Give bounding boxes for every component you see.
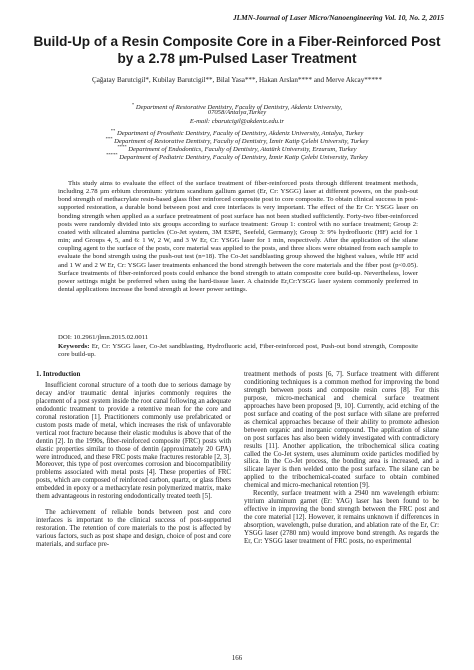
affiliation-text: Department of Prosthetic Dentistry, Faculty of Dentistry, Akdeniz University, Antalya, Turkey [116, 130, 364, 137]
body-paragraph: Recently, surface treatment with a 2940 nm wavelength erbium: yttrium aluminum garnet (Er: YAG) laser has been found to be effective in improving the bond strength between the FRC post and the core material [12]. However, it remains unknown if differences in absorption, wavelength, pulse duration, and ablation rate of the Er, Cr: YSGG laser (2780 nm) would improve bond strength. As regards the Er, Cr: YSGG laser treatment of FRC posts, no experimental [244, 490, 439, 546]
affiliation-marker: **** [117, 144, 127, 149]
affiliation-text: 07058/Antalya,Turkey [207, 109, 267, 116]
affiliation-5 [0, 151, 474, 162]
abstract-text: This study aims to evaluate the effect of the surface treatment of fiber-reinforced posts through different treatment methods, including 2.78 µm erbium chromium: yttrium scandium gallium garnet (Er, Cr: YSGG) laser at different powers, on the push-out bond strength of methacrylate resin-based glass fiber reinforced composite post to core composite. To obtain clinical success in post-supported restoration, a durable bond between post and core interfaces is very important. The effect of the Er Cr: YSGG laser on bonding strength when applied as a surface pretreatment of post surface has not been studied sufficiently. Forty-two fiber-reinforced posts were randomly divided into six groups according to surface treatment: Group 1: control with no surface treatment; Group 2: coated with silicated alumina particles (Co-Jet system, 3M ESPE, Seefeld, Germany); Group 3: 9% hydrofluoric (HF) acid for 1 min; and Groups 4, 5, and 6: 1 W, 2 W, and 3 W Er, Cr: YSGG laser for 1 min, respectively. After the application of the silane coupling agent to the surface of the posts, core material was applied to the posts, and three slices were obtained from each sample to evaluate the bond strength using the push-out test (n=18). The Co-Jet sandblasting group showed the highest values, while HF acid and 1 W and 2 W Er, Cr: YSGG laser treatments enhanced the bond strength between the core materials and the fiber post (p<0.05). Surface treatments of fiber-reinforced posts could enhance the bond strength to attain composite core build-up. Nevertheless, lower power settings might be preferred when using the hard-tissue laser. A chairside Er,Cr:YSGG laser system commonly preferred in dental applications increase the bond strength at lower power settings. [58, 180, 418, 294]
body-column-left [36, 371, 231, 549]
affiliation-marker: ** [110, 128, 116, 133]
page-number: 166 [231, 655, 243, 662]
affiliation-1-city [0, 109, 474, 117]
keywords-label: Keywords: [58, 343, 90, 350]
journal-header: JLMN-Journal of Laser Micro/Nanoengineering Vol. 10, No. 2, 2015 [232, 13, 444, 22]
affiliation-text: Department of Restorative Dentistry, Faculty of Dentistry, Akdeniz University, [135, 104, 343, 111]
keywords-text: Er, Cr: YSGG laser, Co-Jet sandblasting, Hydrofluoric acid, Fiber-reinforced post, Push-out bond strength, Composite core build-up. [58, 343, 419, 359]
affiliation-text: Department of Endodontics, Faculty of Dentistry, Atatürk University, Erzurum, Turkey [128, 146, 357, 153]
body-paragraph: The achievement of reliable bonds between post and core interfaces is important to the clinical success of post-supported restoration. The retention of core materials to the post is affected by various factors, such as post shape and design, choice of post and core materials, and surface pre- [36, 509, 231, 549]
affiliation-email [0, 118, 474, 126]
body-paragraph: treatment methods of posts [6, 7]. Surface treatment with different conditioning techniques is a common method for improving the bond strength between posts and composite resin cores [8]. For this purpose, micro-mechanical and chemical surface treatment approaches have been proposed [9, 10]. Currently, acid etching of the post surface and coating of the post surface with silane are preferred as chemical approaches because of their ability to promote adhesion between organic and inorganic compound. The application of silane on post surfaces has also been widely investigated with contradictory results [11]. Another application, the tribochemical silica coating called the Co-Jet system, uses aluminum oxide particles modified by silica. In the Co-Jet process, the bonding area is increased, and a silicate layer is then welded onto the post surface. The silane can be applied to the tribochemical-coated surface to obtain combined chemical and micro-mechanical retention [9]. [244, 371, 439, 490]
affiliation-text: Department of Restorative Dentistry, Faculty of Dentistry, İzmir Katip Çelebi University, Turkey [114, 138, 369, 145]
keywords-line [58, 343, 418, 359]
affiliation-marker: ***** [106, 152, 118, 157]
doi-text[interactable]: DOI: 10.2961/jlmn.2015.02.0011 [58, 334, 149, 341]
author-list: Çağatay Barutcigil*, Kubilay Barutcigil**, Bilal Yasa***, Hakan Arslan**** and Merve Akcay***** [91, 76, 382, 84]
body-column-right [244, 371, 439, 546]
body-paragraph: Insufficient coronal structure of a tooth due to serious damage by decay and/or traumatic dental injuries commonly requires the placement of a post system inside the root canal following an adequate endodontic treatment to provide a retentive mean for the core and coronal restoration [1]. Practitioners commonly use prefabricated or custom posts made of metal, which increases the risk of unfavorable vertical root fracture because their elastic modulus is above that of the dentin [2]. In the 1990s, fiber-reinforced composite (FRC) posts with elastic properties similar to those of dentin (approximately 20 GPA) were introduced, and these FRC posts make fractures restorable [2, 3]. Moreover, this type of post overcomes corrosion and biocompatibility problems associated with metal posts [4]. These properties of FRC posts, which are composed of reinforced carbon, quartz, or glass fibers embedded in epoxy or a methacrylate resin polymerized matrix, make them advantageous in restoring endodontically treated teeth [5]. [36, 381, 231, 501]
paper-title: Build-Up of a Resin Composite Core in a Fiber-Reinforced Post by a 2.78 µm-Pulsed Laser Treatment [33, 34, 441, 66]
affiliation-text: Department of Pediatric Dentistry, Faculty of Dentistry, İzmir Katip Çelebi University, Turkey [119, 154, 368, 161]
email-text: E-mail: cbarutcigil@akdeniz.edu.tr [189, 118, 285, 125]
section-heading-introduction: 1. Introduction [36, 371, 81, 378]
affiliation-marker: * [131, 102, 135, 107]
affiliation-marker: *** [105, 136, 113, 141]
